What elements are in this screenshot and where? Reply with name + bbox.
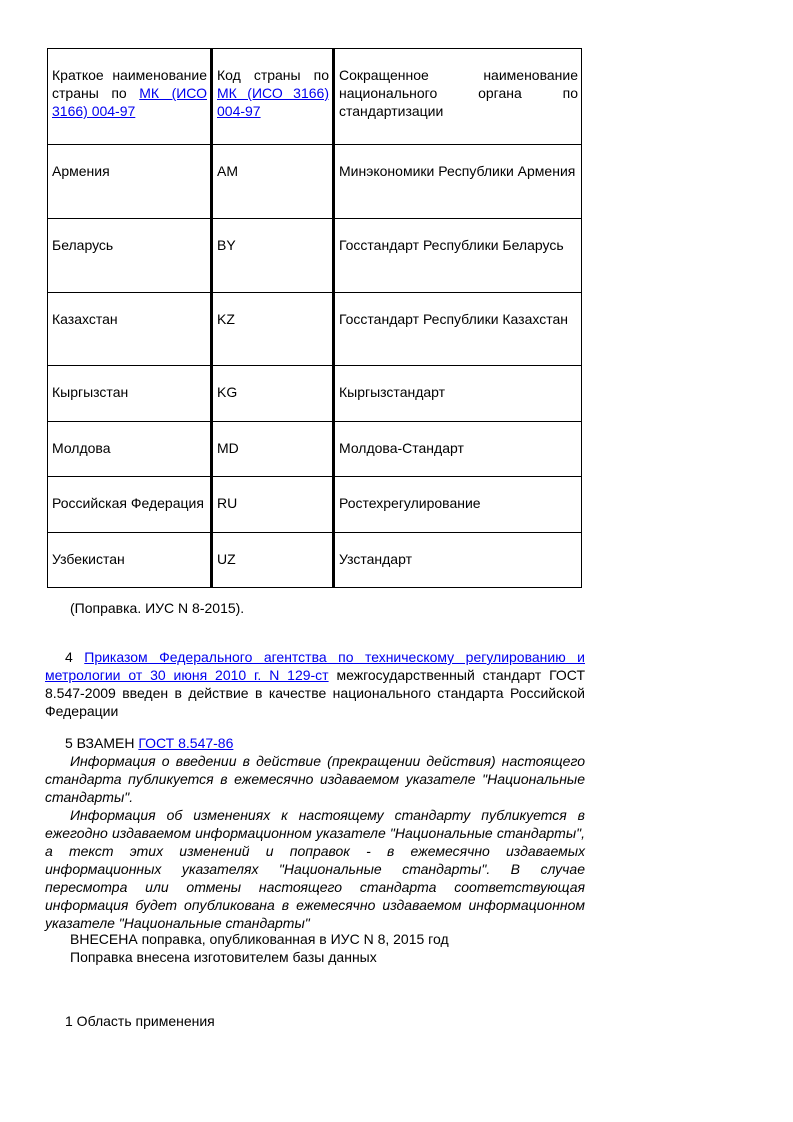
table-row	[48, 219, 582, 293]
section-4-paragraph: 4 Приказом Федерального агентства по техническому регулированию и метрологии от 30 июня 2010 г. N 129-ст межгосударственный стандарт ГОСТ 8.547-2009 введен в действие в качестве национального стандарта Российской Федерации	[45, 649, 586, 719]
country-cell: Армения	[48, 145, 211, 219]
country-cell: Молдова	[48, 422, 211, 477]
mk-iso-link-1[interactable]: МК (ИСО 3166) 004-97	[52, 85, 207, 119]
body-cell: Ростехрегулирование	[333, 477, 582, 533]
code-cell: MD	[211, 422, 333, 477]
info-paragraph-1: Информация о введении в действие (прекращении действия) настоящего стандарта публикуется в ежемесячно издаваемом указателе "Национальные стандарты".	[45, 753, 585, 805]
body-cell: Кыргызстандарт	[333, 366, 582, 422]
table-row	[48, 145, 582, 219]
table-row	[48, 366, 582, 422]
country-cell: Беларусь	[48, 219, 211, 293]
code-cell: AM	[211, 145, 333, 219]
table-row	[48, 293, 582, 366]
body-cell: Молдова-Стандарт	[333, 422, 582, 477]
amendment-published-line: ВНЕСЕНА поправка, опубликованная в ИУС N 8, 2015 год	[70, 931, 449, 947]
code-cell: RU	[211, 477, 333, 533]
table-row	[48, 533, 582, 588]
info-paragraph-2: Информация об изменениях к настоящему стандарту публикуется в ежегодно издаваемом информационном указателе "Национальные стандарты", а текст этих изменений и поправок - в ежемесячно издаваемых информационных указателях "Национальные стандарты". В случае пересмотра или отмены настоящего стандарта соответствующая информация будет опубликована в ежемесячно издаваемом информационном указателе "Национальные стандарты"	[45, 807, 585, 931]
header-country-code: Код страны по МК (ИСО 3166) 004-97	[211, 49, 333, 145]
body-cell: Госстандарт Республики Беларусь	[333, 219, 582, 293]
gost-link[interactable]: ГОСТ 8.547-86	[138, 735, 234, 751]
table-header-row	[48, 49, 582, 145]
section-1-title: 1 Область применения	[65, 1013, 215, 1029]
country-cell: Узбекистан	[48, 533, 211, 588]
header-country-name: Краткое наименование страны по МК (ИСО 3166) 004-97	[48, 49, 211, 145]
code-cell: UZ	[211, 533, 333, 588]
country-cell: Кыргызстан	[48, 366, 211, 422]
code-cell: KG	[211, 366, 333, 422]
code-cell: KZ	[211, 293, 333, 366]
amendment-note: (Поправка. ИУС N 8-2015).	[70, 600, 245, 616]
mk-iso-link-2[interactable]: МК (ИСО 3166) 004-97	[217, 85, 329, 119]
code-cell: BY	[211, 219, 333, 293]
country-cell: Казахстан	[48, 293, 211, 366]
section-5-line: 5 ВЗАМЕН ГОСТ 8.547-86	[65, 735, 234, 751]
body-cell: Минэкономики Республики Армения	[333, 145, 582, 219]
order-link[interactable]: Приказом Федерального агентства по техническому регулированию и метрологии от 30 июня 2010 г. N 129-ст	[45, 649, 585, 683]
body-cell: Узстандарт	[333, 533, 582, 588]
body-cell: Госстандарт Республики Казахстан	[333, 293, 582, 366]
table-row	[48, 477, 582, 533]
standards-bodies-table	[47, 48, 582, 588]
header-standards-body: Сокращенное наименование национального органа по стандартизации	[333, 49, 582, 145]
database-amendment-line: Поправка внесена изготовителем базы данных	[70, 949, 377, 965]
table-row	[48, 422, 582, 477]
country-cell: Российская Федерация	[48, 477, 211, 533]
